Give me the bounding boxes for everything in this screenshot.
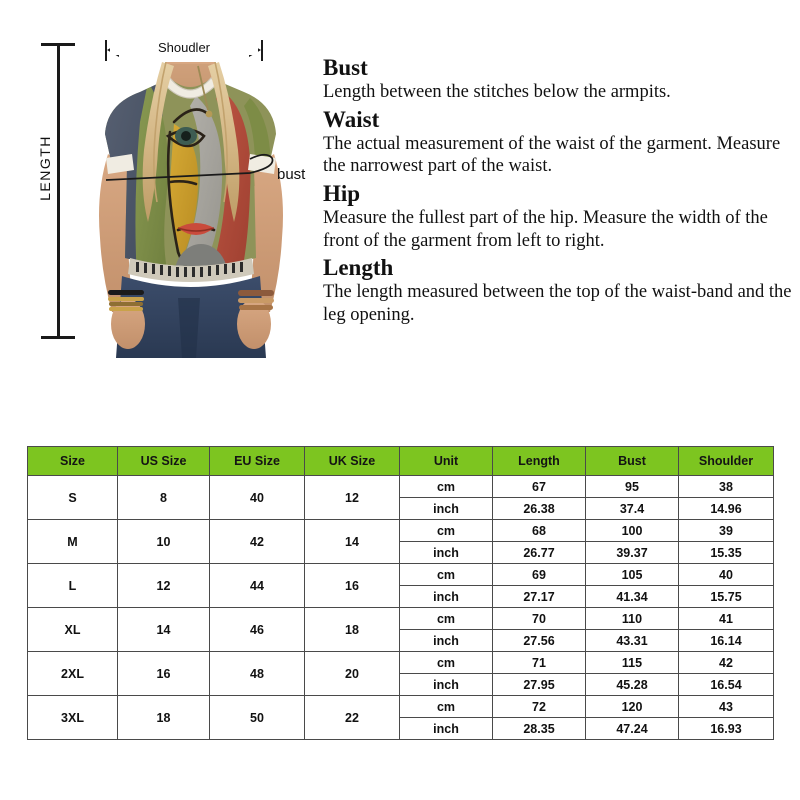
cell-unit: inch <box>400 674 493 696</box>
cell-shoulder: 16.54 <box>679 674 774 696</box>
cell-us-size: 12 <box>118 564 210 608</box>
cell-unit: inch <box>400 630 493 652</box>
cell-bust: 100 <box>586 520 679 542</box>
cell-eu-size: 50 <box>210 696 305 740</box>
cell-eu-size: 46 <box>210 608 305 652</box>
cell-bust: 47.24 <box>586 718 679 740</box>
column-header-shoulder: Shoulder <box>679 447 774 476</box>
length-measure-cap-top <box>41 43 75 46</box>
shoulder-measure-tick-right <box>261 40 263 61</box>
cell-unit: cm <box>400 564 493 586</box>
length-measure-cap-bottom <box>41 336 75 339</box>
cell-bust: 105 <box>586 564 679 586</box>
cell-length: 27.17 <box>493 586 586 608</box>
cell-size: 3XL <box>28 696 118 740</box>
desc-heading-waist: Waist <box>323 106 380 132</box>
length-measure-line <box>57 43 60 339</box>
cell-unit: inch <box>400 586 493 608</box>
cell-shoulder: 15.35 <box>679 542 774 564</box>
cell-length: 27.56 <box>493 630 586 652</box>
size-chart-table <box>27 446 774 740</box>
cell-us-size: 14 <box>118 608 210 652</box>
cell-length: 68 <box>493 520 586 542</box>
desc-body-hip: Measure the fullest part of the hip. Measure the width of the front of the garment from left to right. <box>323 208 768 251</box>
cell-us-size: 18 <box>118 696 210 740</box>
cell-length: 69 <box>493 564 586 586</box>
column-header-uk-size: UK Size <box>305 447 400 476</box>
cell-length: 72 <box>493 696 586 718</box>
cell-bust: 41.34 <box>586 586 679 608</box>
cell-length: 28.35 <box>493 718 586 740</box>
cell-size: L <box>28 564 118 608</box>
cell-uk-size: 16 <box>305 564 400 608</box>
cell-shoulder: 16.14 <box>679 630 774 652</box>
cell-unit: inch <box>400 542 493 564</box>
cell-size: M <box>28 520 118 564</box>
desc-heading-hip: Hip <box>323 180 361 206</box>
table-row <box>28 564 774 586</box>
desc-heading-bust: Bust <box>323 55 368 80</box>
column-header-size: Size <box>28 447 118 476</box>
cell-length: 70 <box>493 608 586 630</box>
shoulder-measure-label: Shoudler <box>110 40 258 55</box>
table-row <box>28 608 774 630</box>
column-header-bust: Bust <box>586 447 679 476</box>
table-row <box>28 696 774 718</box>
garment-photo <box>78 62 306 358</box>
cell-shoulder: 40 <box>679 564 774 586</box>
desc-body-length: The length measured between the top of the waist-band and the leg opening. <box>323 282 792 325</box>
cell-shoulder: 42 <box>679 652 774 674</box>
table-header-row <box>28 447 774 476</box>
cell-unit: inch <box>400 498 493 520</box>
cell-us-size: 16 <box>118 652 210 696</box>
cell-uk-size: 18 <box>305 608 400 652</box>
cell-bust: 39.37 <box>586 542 679 564</box>
measurement-descriptions <box>323 54 793 328</box>
cell-us-size: 10 <box>118 520 210 564</box>
cell-eu-size: 48 <box>210 652 305 696</box>
length-measure-label: LENGTH <box>37 135 53 201</box>
cell-unit: cm <box>400 520 493 542</box>
column-header-us-size: US Size <box>118 447 210 476</box>
cell-shoulder: 15.75 <box>679 586 774 608</box>
desc-body-waist: The actual measurement of the waist of the garment. Measure the narrowest part of the waist. <box>323 133 781 177</box>
cell-length: 67 <box>493 476 586 498</box>
size-chart-table-wrapper <box>27 446 773 740</box>
cell-uk-size: 20 <box>305 652 400 696</box>
cell-unit: cm <box>400 476 493 498</box>
column-header-unit: Unit <box>400 447 493 476</box>
cell-bust: 95 <box>586 476 679 498</box>
cell-length: 26.38 <box>493 498 586 520</box>
bust-measure-line <box>100 145 300 205</box>
cell-shoulder: 43 <box>679 696 774 718</box>
cell-shoulder: 16.93 <box>679 718 774 740</box>
cell-length: 26.77 <box>493 542 586 564</box>
cell-unit: cm <box>400 652 493 674</box>
cell-size: S <box>28 476 118 520</box>
cell-length: 71 <box>493 652 586 674</box>
cell-uk-size: 14 <box>305 520 400 564</box>
cell-uk-size: 22 <box>305 696 400 740</box>
column-header-eu-size: EU Size <box>210 447 305 476</box>
cell-bust: 120 <box>586 696 679 718</box>
bust-measure-label: bust <box>277 166 306 183</box>
cell-bust: 115 <box>586 652 679 674</box>
cell-bust: 110 <box>586 608 679 630</box>
cell-eu-size: 40 <box>210 476 305 520</box>
cell-bust: 45.28 <box>586 674 679 696</box>
cell-uk-size: 12 <box>305 476 400 520</box>
column-header-length: Length <box>493 447 586 476</box>
desc-body-bust: Length between the stitches below the armpits. <box>323 82 671 103</box>
cell-size: 2XL <box>28 652 118 696</box>
cell-us-size: 8 <box>118 476 210 520</box>
cell-unit: inch <box>400 718 493 740</box>
table-body <box>28 476 774 740</box>
cell-eu-size: 44 <box>210 564 305 608</box>
cell-shoulder: 39 <box>679 520 774 542</box>
cell-length: 27.95 <box>493 674 586 696</box>
table-row <box>28 476 774 498</box>
cell-unit: cm <box>400 696 493 718</box>
cell-bust: 37.4 <box>586 498 679 520</box>
cell-bust: 43.31 <box>586 630 679 652</box>
cell-eu-size: 42 <box>210 520 305 564</box>
desc-heading-length: Length <box>323 255 394 281</box>
cell-shoulder: 41 <box>679 608 774 630</box>
cell-shoulder: 14.96 <box>679 498 774 520</box>
table-row <box>28 652 774 674</box>
cell-unit: cm <box>400 608 493 630</box>
cell-size: XL <box>28 608 118 652</box>
cell-shoulder: 38 <box>679 476 774 498</box>
table-row <box>28 520 774 542</box>
